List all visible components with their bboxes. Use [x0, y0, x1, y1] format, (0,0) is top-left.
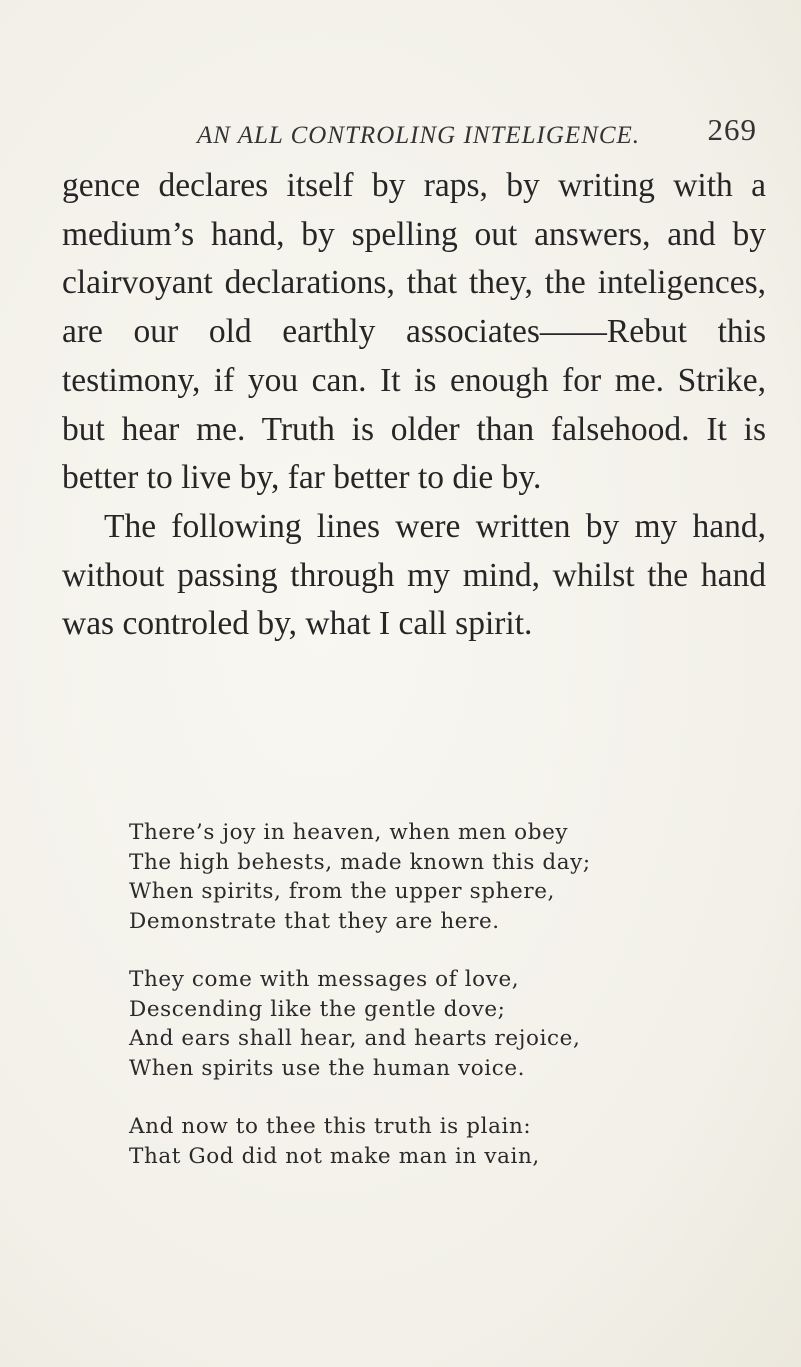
- poem-line: When spirits use the human voice.: [129, 1055, 526, 1081]
- poem-line: When spirits, from the upper sphere,: [129, 879, 555, 904]
- running-head-title: AN ALL CONTROLING INTELIGENCE.: [197, 122, 641, 149]
- poem-line: The high behests, made known this day;: [129, 849, 591, 875]
- paragraph: gence declares itself by raps, by writing with a medium’s hand, by spelling out answers, and by clairvoyant declarations, that they, the inteligences, are our old earthly associates——Rebut this testimony, if you can. It is enough for me. Strike, but hear me. Truth is older than falsehood. It is better to live by, far better to die by.: [62, 167, 766, 497]
- poem: [129, 818, 749, 1200]
- poem-line: That God did not make man in vain,: [129, 1143, 540, 1169]
- poem-line: And ears shall hear, and hearts rejoice,: [129, 1026, 581, 1051]
- page-number: 269: [707, 112, 757, 147]
- poem-line: Descending like the gentle dove;: [129, 996, 506, 1022]
- poem-stanza: [129, 965, 749, 1083]
- poem-line: They come with messages of love,: [129, 967, 520, 992]
- running-head: [197, 112, 757, 158]
- poem-stanza: [129, 1112, 749, 1171]
- prose-body: [62, 162, 766, 649]
- paragraph: The following lines were written by my hand, without passing through my mind, whilst the hand was controled by, what I call spirit.: [62, 507, 766, 643]
- poem-stanza: [129, 818, 749, 936]
- poem-line: Demonstrate that they are here.: [129, 908, 500, 934]
- poem-line: And now to thee this truth is plain:: [129, 1114, 532, 1139]
- poem-line: There’s joy in heaven, when men obey: [129, 820, 569, 845]
